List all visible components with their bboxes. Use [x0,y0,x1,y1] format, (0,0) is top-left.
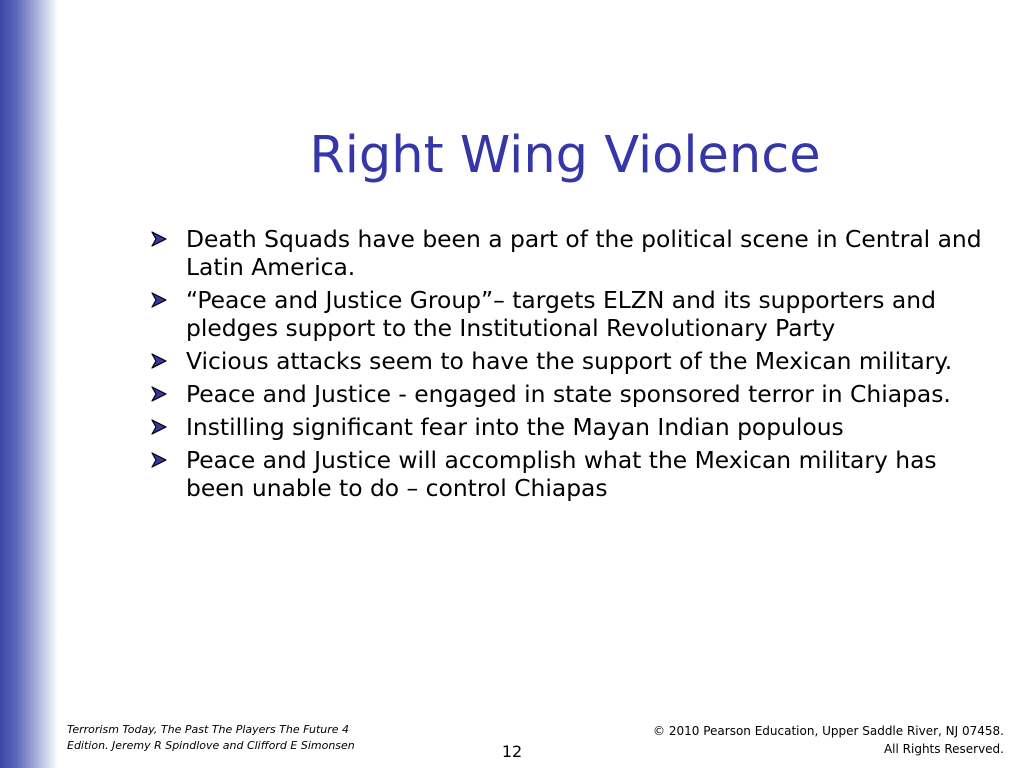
book-citation-line-1: Terrorism Today, The Past The Players The Future 4 [67,723,350,736]
left-gradient-band [0,0,58,768]
bullet-text: Instilling significant fear into the Mayan Indian populous [186,413,844,441]
slide-number: 12 [501,742,523,761]
bullet-list [150,225,1010,507]
copyright-line-2: All Rights Reserved. [883,742,1004,756]
copyright-line-1: © 2010 Pearson Education, Upper Saddle River, NJ 07458. [653,724,1004,738]
arrowhead-bullet-icon [150,451,168,469]
arrowhead-bullet-icon [150,385,168,403]
copyright-notice [600,722,1004,758]
bullet-item [150,380,1010,408]
bullet-item [150,225,1010,281]
bullet-item [150,413,1010,441]
bullet-text: Vicious attacks seem to have the support of the Mexican military. [186,347,953,375]
bullet-item [150,286,1010,342]
bullet-text: “Peace and Justice Group”– targets ELZN and its supporters and pledges support to the Institutional Revolutionary Party [186,286,936,342]
arrowhead-bullet-icon [150,352,168,370]
arrowhead-bullet-icon [150,230,168,248]
arrowhead-bullet-icon [150,291,168,309]
bullet-item [150,446,1010,502]
bullet-text: Peace and Justice will accomplish what the Mexican military has been unable to do – control Chiapas [186,446,937,502]
book-citation [67,722,387,754]
book-citation-line-2: Edition. Jeremy R Spindlove and Clifford E Simonsen [67,739,355,752]
bullet-item [150,347,1010,375]
slide-title: Right Wing Violence [309,126,821,185]
arrowhead-bullet-icon [150,418,168,436]
bullet-text: Peace and Justice - engaged in state sponsored terror in Chiapas. [186,380,951,408]
bullet-text: Death Squads have been a part of the political scene in Central and Latin America. [186,225,982,281]
